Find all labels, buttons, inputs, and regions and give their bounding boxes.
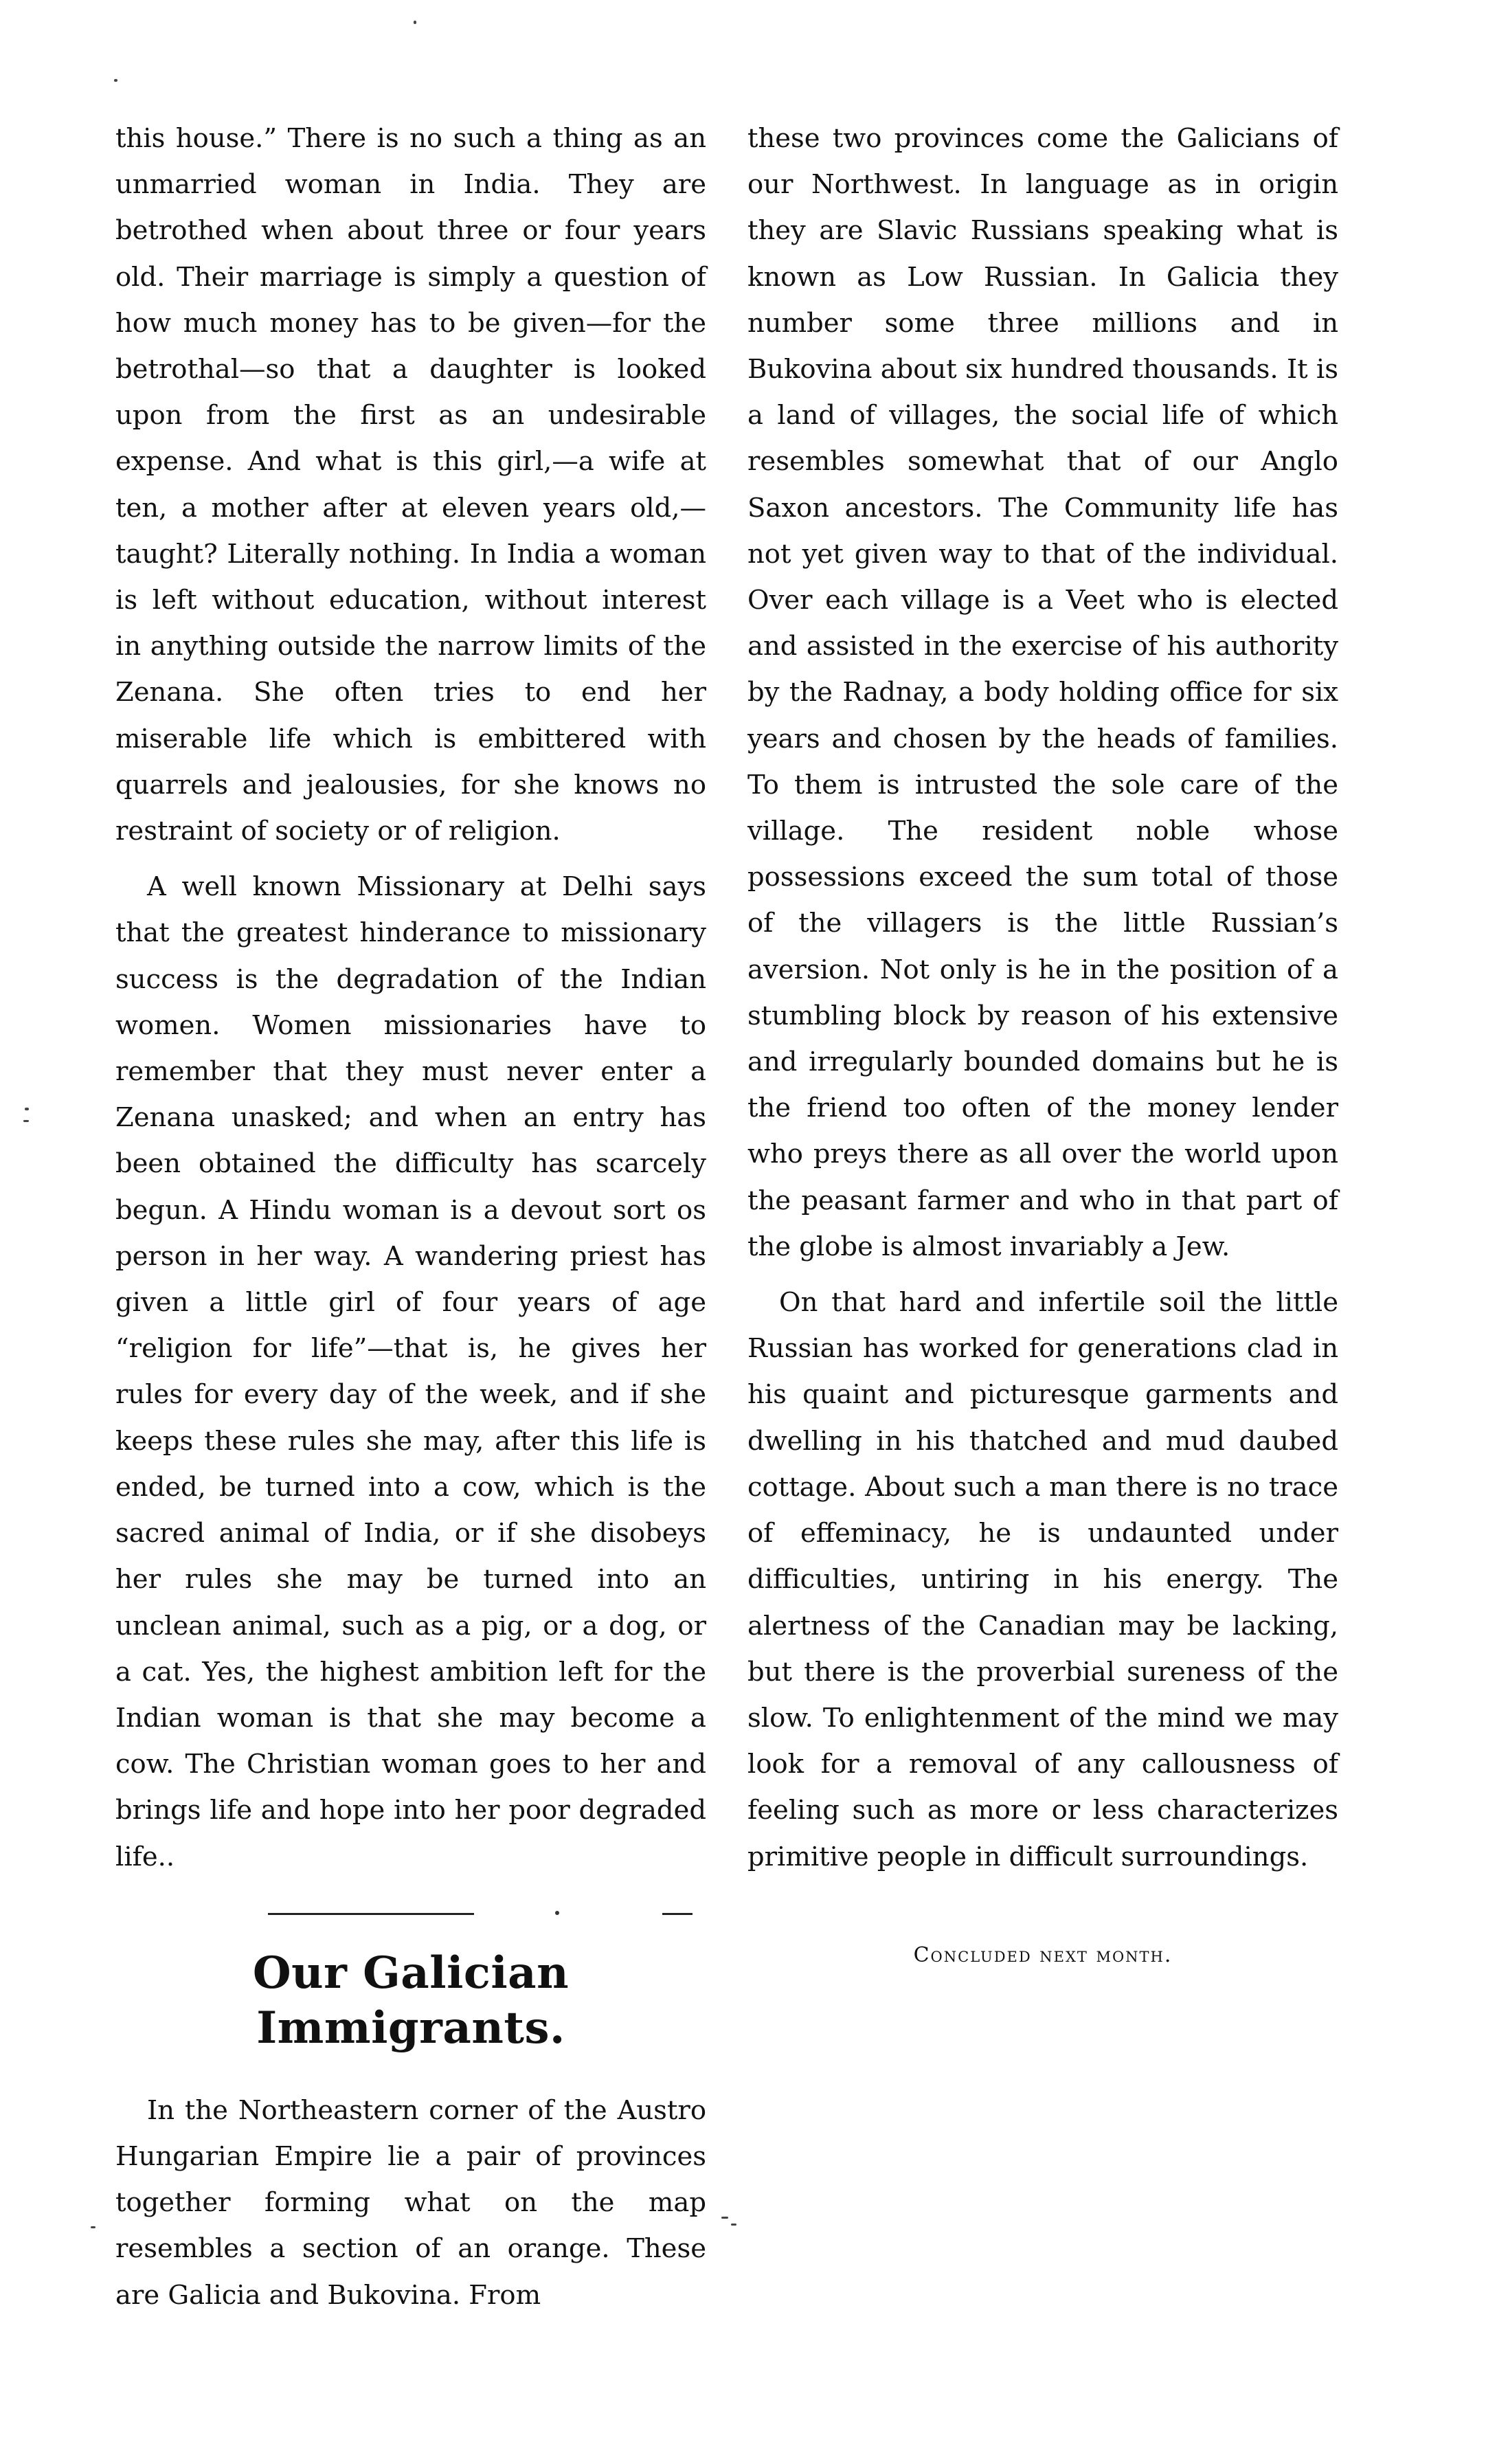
divider-rule: [268, 1913, 474, 1915]
continuation-note: Concluded next month.: [913, 1942, 1173, 1967]
paragraph-little-russian: On that hard and infertile soil the little Russian has worked for generations clad in his quaint and picturesque garments and dwelling in his thatched and mud daubed cottage. About such a man there is no trace of effeminacy, he is undaunted under difficulties, untiring in his energy. The alertness of the Canadian may be lacking, but there is the proverbial sureness of the slow. To enlightenment of the mind we may look for a removal of any callousness of feeling such as more or less characterizes primitive people in difficult surroundings.: [747, 1287, 1338, 1872]
print-speck: [414, 21, 416, 24]
section-heading: Our Galician Immigrants.: [252, 1947, 570, 2054]
left-column: [115, 115, 706, 2318]
divider-dash: [662, 1913, 693, 1915]
paragraph-zenana-continued: this house.” There is no such a thing as an unmarried woman in India. They are betrothed when about three or four years old. Their marriage is simply a question of how much money has to be given—for the betrothal—so that a daughter is looked upon from the first as an undesirable expense. And what is this girl,—a wife at ten, a mother after at eleven years old,—taught? Literally nothing. In India a woman is left without education, without interest in anything outside the narrow limits of the Zenana. She often tries to end her miserable life which is embittered with quarrels and jealousies, for she knows no restraint of society or of religion.: [115, 123, 706, 847]
print-speck: [91, 2226, 95, 2228]
print-speck: [25, 1108, 29, 1110]
print-speck: [23, 1120, 29, 1122]
paragraph-galicians-origin: these two provinces come the Galicians of our Northwest. In language as in origin they are Slavic Russians speaking what is known as Low Russian. In Galicia they number some three millions and in Bukovina about six hundred thousands. It is a land of villages, the social life of which resembles somewhat that of our Anglo Saxon ancestors. The Community life has not yet given way to that of the individual. Over each village is a Veet who is elected and assisted in the exercise of his authority by the Radnay, a body holding office for six years and chosen by the heads of families. To them is intrusted the sole care of the village. The resident noble whose possessions exceed the sum total of those of the villagers is the little Russian’s aversion. Not only is he in the position of a stumbling block by reason of his extensive and irregularly bounded domains but he is the friend too often of the money lender who preys there as all over the world upon the peasant farmer and who in that part of the globe is almost invariably a Jew.: [747, 123, 1338, 1262]
print-speck: [731, 2224, 736, 2226]
divider-dot: [555, 1911, 559, 1915]
right-column: [747, 115, 1338, 1969]
paragraph-missionary-delhi: A well known Missionary at Delhi says that the greatest hinderance to missionary success is the degradation of the Indian women. Women missionaries have to remember that they must never enter a Zenana unasked; and when an entry has been obtained the difficulty has scarcely begun. A Hindu woman is a devout sort os person in her way. A wandering priest has given a little girl of four years of age “religion for life”—that is, he gives her rules for every day of the week, and if she keeps these rules she may, after this life is ended, be turned into a cow, which is the sacred animal of India, or if she disobeys her rules she may be turned into an unclean animal, such as a pig, or a dog, or a cat. Yes, the highest ambition left for the Indian woman is that she may become a cow. The Christian woman goes to her and brings life and hope into her poor degraded life..: [115, 871, 706, 1872]
print-speck: [721, 2217, 728, 2219]
section-divider: [115, 1898, 706, 1928]
paragraph-galicia-intro: In the Northeastern corner of the Austro Hungarian Empire lie a pair of provinces together forming what on the map resembles a section of an orange. These are Galicia and Bukovina. From: [115, 2094, 706, 2311]
print-speck: [114, 79, 117, 82]
